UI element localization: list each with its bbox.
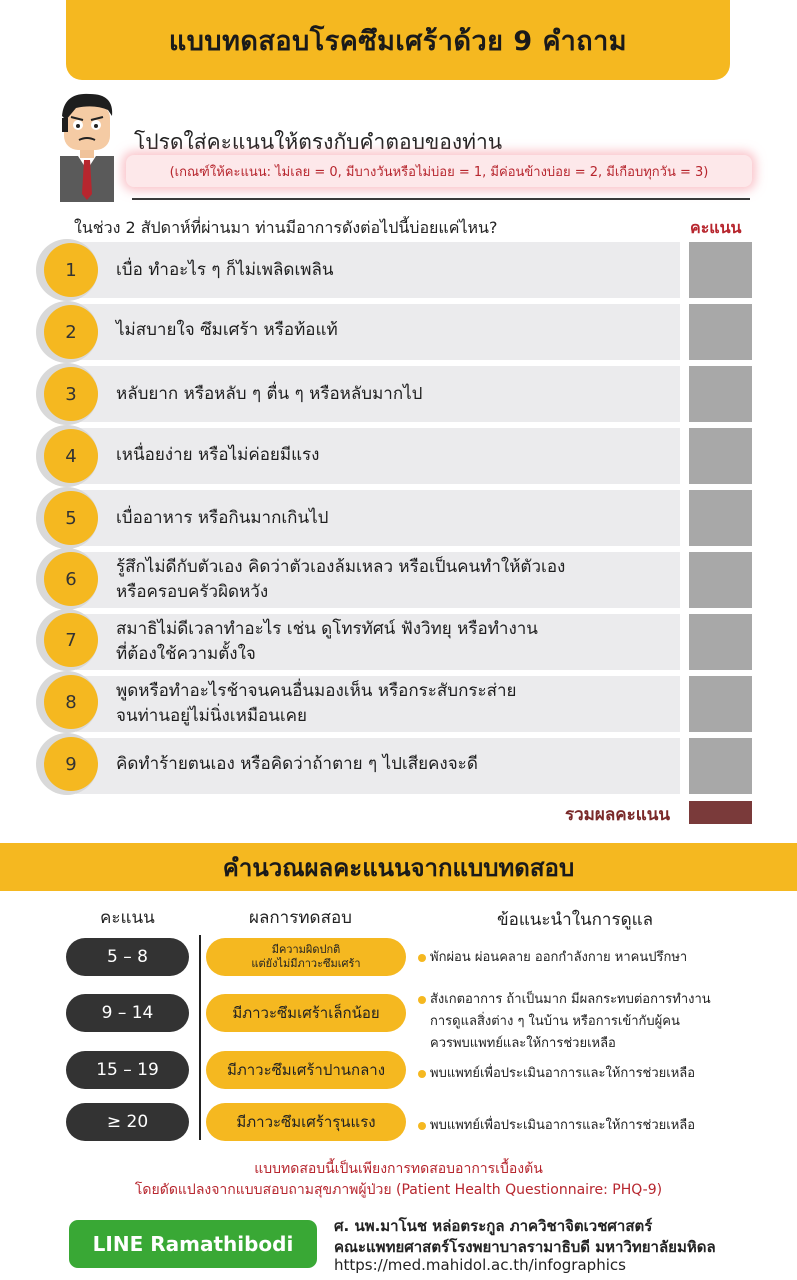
page-title: แบบทดสอบโรคซึมเศร้าด้วย 9 คำถาม [168,25,628,57]
result-pill: มีภาวะซึมเศร้ารุนแรง [206,1103,406,1141]
question-text: หลับยาก หรือหลับ ๆ ตื่น ๆ หรือหลับมากไป [116,384,423,404]
score-range-pill: 15 – 19 [66,1051,189,1089]
faculty-credit: คณะแพทยศาสตร์โรงพยาบาลรามาธิบดี มหาวิทยาลัยมหิดล [334,1238,716,1256]
instruction-heading: โปรดใส่คะแนนให้ตรงกับคำตอบของท่าน [134,130,503,154]
question-text: รู้สึกไม่ดีกับตัวเอง คิดว่าตัวเองล้มเหลว หรือเป็นคนทำให้ตัวเอง หรือครอบครัวผิดหวัง [116,557,566,602]
results-result-header: ผลการทดสอบ [249,908,352,928]
advice-bullet [418,996,426,1004]
score-input-cell[interactable] [689,490,752,546]
question-text: เบื่อ ทำอะไร ๆ ก็ไม่เพลิดเพลิน [116,260,334,280]
score-range-pill: 9 – 14 [66,994,189,1032]
question-number-badge: 3 [44,367,98,421]
advice-bullet [418,1070,426,1078]
question-number-badge: 5 [44,491,98,545]
score-range-pill: ≥ 20 [66,1103,189,1141]
score-input-cell[interactable] [689,552,752,608]
question-number-badge: 1 [44,243,98,297]
disclaimer-line-1: แบบทดสอบนี้เป็นเพียงการทดสอบอาการเบื้องต้น [254,1161,543,1177]
score-input-cell[interactable] [689,242,752,298]
advice-text: พบแพทย์เพื่อประเมินอาการและให้การช่วยเหลือ [430,1118,696,1133]
question-number-badge: 7 [44,613,98,667]
score-input-cell[interactable] [689,428,752,484]
results-banner [0,843,797,891]
score-input-cell[interactable] [689,304,752,360]
question-text: เหนื่อยง่าย หรือไม่ค่อยมีแรง [116,445,320,465]
website-link[interactable]: https://med.mahidol.ac.th/infographics [334,1256,626,1274]
advice-text: พบแพทย์เพื่อประเมินอาการและให้การช่วยเหลือ [430,1066,696,1081]
scoring-criteria: (เกณฑ์ให้คะแนน: ไม่เลย = 0, มีบางวันหรือไม่บ่อย = 1, มีค่อนข้างบ่อย = 2, มีเกือบทุกวัน = 3) [169,164,709,180]
question-number-badge: 4 [44,429,98,483]
title-banner [66,0,730,80]
score-input-cell[interactable] [689,676,752,732]
score-range-pill: 5 – 8 [66,938,189,976]
total-score-cell[interactable] [689,801,752,824]
question-number-badge: 6 [44,552,98,606]
scoring-criteria-box [126,155,752,187]
line-ramathibodi-button[interactable]: LINE Ramathibodi [69,1220,317,1268]
result-pill: มีภาวะซึมเศร้าปานกลาง [206,1051,406,1089]
score-input-cell[interactable] [689,614,752,670]
question-text: คิดทำร้ายตนเอง หรือคิดว่าถ้าตาย ๆ ไปเสียคงจะดี [116,754,478,774]
result-pill: มีภาวะซึมเศร้าเล็กน้อย [206,994,406,1032]
results-score-header: คะแนน [100,908,155,928]
disclaimer-line-2: โดยดัดแปลงจากแบบสอบถามสุขภาพผู้ป่วย (Patient Health Questionnaire: PHQ-9) [134,1182,663,1198]
question-text: สมาธิไม่ดีเวลาทำอะไร เช่น ดูโทรทัศน์ ฟังวิทยุ หรือทำงาน ที่ต้องใช้ความตั้งใจ [116,619,538,664]
score-input-cell[interactable] [689,738,752,794]
score-input-cell[interactable] [689,366,752,422]
author-credit: ศ. นพ.มาโนช หล่อตระกูล ภาควิชาจิตเวชศาสตร์ [334,1217,653,1235]
results-advice-header: ข้อแนะนำในการดูแล [497,910,654,930]
divider [132,198,750,200]
question-number-badge: 2 [44,305,98,359]
advice-text: สังเกตอาการ ถ้าเป็นมาก มีผลกระทบต่อการทำงาน การดูแลสิ่งต่าง ๆ ในบ้าน หรือการเข้ากับผู้คน ควรพบแพทย์และให้การช่วยเหลือ [430,992,711,1051]
question-prompt: ในช่วง 2 สัปดาห์ที่ผ่านมา ท่านมีอาการดังต่อไปนี้บ่อยแค่ไหน? [74,218,498,237]
results-title: คำนวณผลคะแนนจากแบบทดสอบ [222,853,575,882]
question-number-badge: 8 [44,675,98,729]
results-divider [199,935,201,1140]
question-text: พูดหรือทำอะไรช้าจนคนอื่นมองเห็น หรือกระสับกระส่าย จนท่านอยู่ไม่นิ่งเหมือนเคย [116,681,517,726]
advice-bullet [418,1122,426,1130]
question-text: ไม่สบายใจ ซึมเศร้า หรือท้อแท้ [116,320,338,340]
advice-text: พักผ่อน ผ่อนคลาย ออกกำลังกาย หาคนปรึกษา [430,950,688,965]
score-column-header: คะแนน [690,218,742,237]
advice-bullet [418,954,426,962]
question-number-badge: 9 [44,737,98,791]
total-score-label: รวมผลคะแนน [565,805,670,825]
question-text: เบื่ออาหาร หรือกินมากเกินไป [116,508,329,528]
worried-man-avatar [54,90,120,202]
result-pill: มีความผิดปกติ แต่ยังไม่มีภาวะซึมเศร้า [206,938,406,976]
